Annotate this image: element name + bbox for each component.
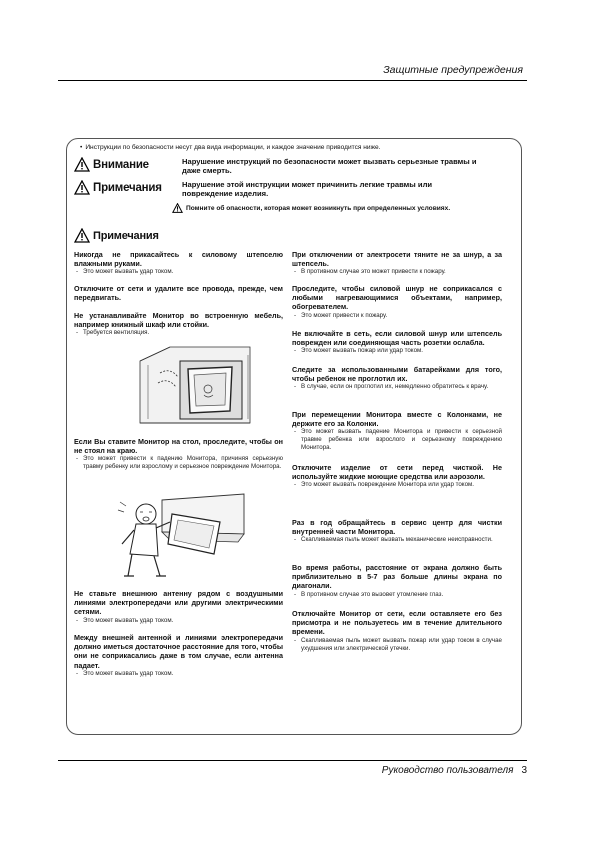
page-number: 3 [521, 765, 527, 776]
list-item [292, 284, 502, 320]
footer-divider [58, 760, 527, 761]
monitor-falling-illustration [110, 492, 250, 582]
item-note: - Это может вызвать удар током. [74, 617, 283, 625]
warning-triangle-icon [74, 180, 90, 195]
item-note: - Требуется вентиляция. [74, 329, 283, 337]
item-heading: Отключайте Монитор от сети, если оставляете его без присмотра и не пользуетесь им в течение длительного времени. [292, 609, 502, 637]
item-note: - Это может вызвать пожар или удар током. [292, 347, 502, 355]
header-divider [58, 80, 527, 81]
list-item [292, 365, 502, 391]
warning-triangle-icon [74, 228, 90, 243]
intro-text: Инструкции по безопасности несут два вида информации, и каждое значение приводится ниже. [85, 144, 381, 151]
item-heading: Не включайте в сеть, если силовой шнур или штепсель поврежден или соединяющая часть розетки ослабла. [292, 329, 502, 348]
item-note: - Это может вызвать удар током. [74, 268, 283, 276]
list-item [292, 518, 502, 544]
item-note: - Это может вызвать повреждение Монитора или удар током. [292, 481, 502, 489]
list-item [74, 311, 283, 337]
warning-text-caution: Нарушение инструкций по безопасности может вызвать серьезные травмы и даже смерть. [182, 157, 477, 176]
item-note: - Это может вызвать падение Монитора и привести к серьезной травме ребенка или взрослого и серьезному повреждению Монитора. [292, 428, 502, 452]
list-item [74, 250, 283, 276]
list-item [292, 329, 502, 355]
monitor-in-cabinet-illustration [130, 343, 258, 428]
list-item [74, 437, 283, 471]
warning-triangle-icon [172, 203, 183, 213]
list-item [74, 633, 283, 678]
item-heading: При перемещении Монитора вместе с Колонками, не держите его за Колонки. [292, 410, 502, 429]
item-note: - Это может привести к падению Монитора, причиняя серьезную травму ребенку или взрослому и серьезное повреждение Монитора. [74, 455, 283, 471]
item-note: - Это может вызвать удар током. [74, 670, 283, 678]
manual-title: Руководство пользователя [381, 765, 514, 776]
footer [382, 765, 527, 776]
item-heading: Между внешней антенной и линиями электропередачи должно иметься достаточное расстояние для того, чтобы они не соприкасались даже в том случае, если антенна падает. [74, 633, 283, 670]
item-heading: Если Вы ставите Монитор на стол, проследите, чтобы он не стоял на краю. [74, 437, 283, 456]
section-title-text: Примечания [93, 229, 159, 242]
item-heading: Отключите изделие от сети перед чисткой. Не используйте жидкие моющие средства или аэрозоли. [292, 463, 502, 482]
item-heading: Никогда не прикасайтесь к силовому штепселю влажными руками. [74, 250, 283, 269]
item-heading: Во время работы, расстояние от экрана должно быть приблизительно в 5-7 раз больше длины экрана по диагонали. [292, 563, 502, 591]
header-section-title: Защитные предупреждения [383, 64, 523, 76]
item-note: - Скапливаемая пыль может вызвать механические неисправности. [292, 536, 502, 544]
list-item [74, 284, 283, 302]
item-note: - Скапливаемая пыль может вызвать пожар или удар током в случае ухудшения или электрической утечки. [292, 637, 502, 653]
item-note: - Это может привести к пожару. [292, 312, 502, 320]
warning-label-caution: Внимание [93, 158, 149, 171]
warning-text-notes: Нарушение этой инструкции может причинить легкие травмы или повреждение изделия. [182, 180, 433, 199]
item-heading: Следите за использованными батарейками для того, чтобы ребенок не проглотил их. [292, 365, 502, 384]
list-item [292, 463, 502, 489]
item-note: - В противном случае это вызовет утомление глаз. [292, 591, 502, 599]
warning-label-notes: Примечания [93, 181, 162, 194]
item-heading: Не ставьте внешнюю антенну рядом с воздушными линиями электропередачи или другими электрическими сетями. [74, 589, 283, 617]
bullet-icon: • [80, 144, 83, 151]
warning-legend-caution [74, 157, 149, 172]
list-item [292, 410, 502, 452]
list-item [292, 563, 502, 599]
intro-line [80, 144, 381, 151]
item-heading: Раз в год обращайтесь в сервис центр для чистки внутренней части Монитора. [292, 518, 502, 537]
list-item [74, 589, 283, 625]
list-item [292, 609, 502, 653]
item-heading: При отключении от электросети тяните не за шнур, а за штепсель. [292, 250, 502, 269]
item-heading: Отключите от сети и удалите все провода, прежде, чем передвигать. [74, 284, 283, 303]
list-item [292, 250, 502, 276]
section-title [74, 228, 159, 243]
warning-triangle-icon [74, 157, 90, 172]
remember-note [172, 203, 450, 213]
warning-legend-notes [74, 180, 162, 195]
item-heading: Не устанавливайте Монитор во встроенную мебель, например книжный шкаф или стойки. [74, 311, 283, 330]
item-heading: Проследите, чтобы силовой шнур не соприкасался с любыми нагревающимися объектами, например, обогревателем. [292, 284, 502, 312]
remember-text: Помните об опасности, которая может возникнуть при определенных условиях. [186, 204, 451, 212]
item-note: - В случае, если он проглотил их, немедленно обратитесь к врачу. [292, 383, 502, 391]
item-note: - В противном случае это может привести к пожару. [292, 268, 502, 276]
